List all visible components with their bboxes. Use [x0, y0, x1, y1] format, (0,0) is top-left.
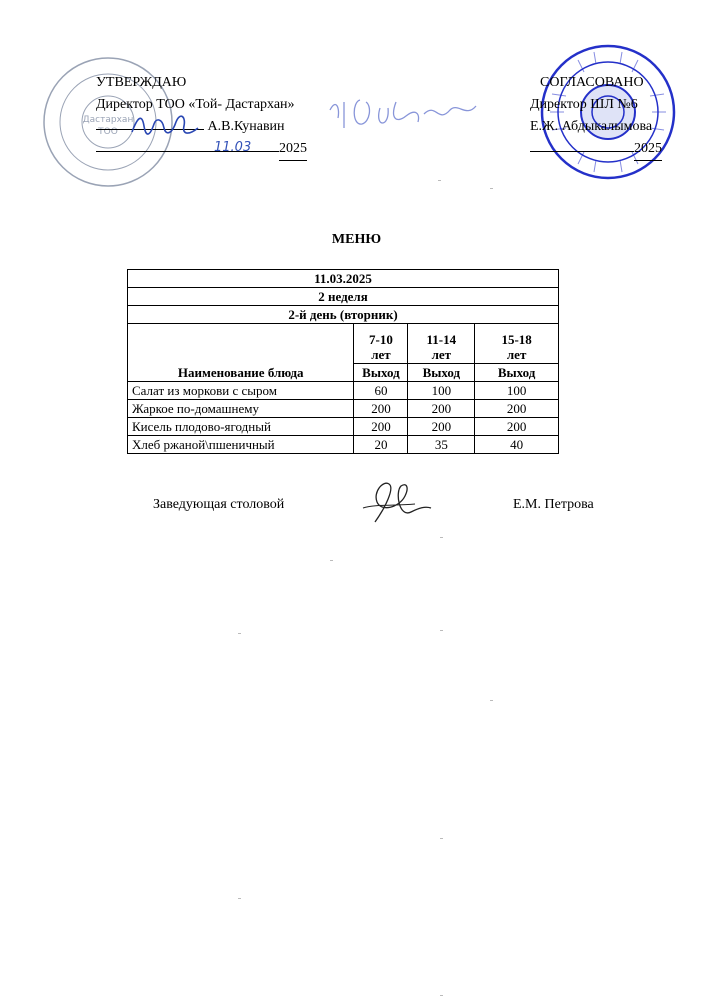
portion-value: 200: [354, 418, 408, 436]
column-header-dish: Наименование блюда: [128, 324, 354, 382]
dish-name: Кисель плодово-ягодный: [128, 418, 354, 436]
table-row: [128, 382, 559, 400]
approval-date-line-right: [530, 138, 680, 161]
scan-speck: [490, 700, 493, 701]
approval-heading-left: УТВЕРЖДАЮ: [96, 75, 187, 90]
approval-block-right: [530, 72, 680, 161]
portion-value: 200: [475, 418, 559, 436]
cafeteria-head-signature: [355, 478, 435, 528]
portion-value: 35: [408, 436, 475, 454]
table-row: [128, 418, 559, 436]
director-signature-left: [128, 106, 208, 146]
table-row: [128, 400, 559, 418]
approval-position-left: Директор ТОО «Той- Дастархан»: [96, 97, 295, 112]
age-group-header: 11-14 лет: [408, 324, 475, 364]
portion-value: 200: [408, 400, 475, 418]
handwritten-mark-top: [326, 88, 486, 138]
age-group-header: 15-18 лет: [475, 324, 559, 364]
portion-value: 200: [475, 400, 559, 418]
scan-speck: [238, 898, 241, 899]
approval-year-right: 2025: [634, 138, 662, 161]
output-header: Выход: [354, 364, 408, 382]
table-row: [128, 436, 559, 454]
scan-speck: [440, 630, 443, 631]
approval-position-right: Директор ШЛ №6: [530, 97, 638, 112]
menu-date: 11.03.2025: [128, 270, 559, 288]
menu-day: 2-й день (вторник): [128, 306, 559, 324]
dish-name: Салат из моркови с сыром: [128, 382, 354, 400]
portion-value: 100: [475, 382, 559, 400]
output-header: Выход: [475, 364, 559, 382]
scan-speck: [440, 838, 443, 839]
menu-title: МЕНЮ: [331, 232, 382, 247]
approval-name-right: Е.Ж. Абдыкалымова: [530, 119, 653, 134]
portion-value: 100: [408, 382, 475, 400]
approval-year-left: 2025: [279, 138, 307, 161]
menu-table: [127, 269, 559, 454]
scan-speck: [330, 560, 333, 561]
handwritten-date: 11.03: [214, 140, 252, 155]
scan-speck: [238, 633, 241, 634]
dish-name: Жаркое по-домашнему: [128, 400, 354, 418]
approval-heading-right: СОГЛАСОВАНО: [540, 75, 644, 90]
portion-value: 20: [354, 436, 408, 454]
age-group-header: 7-10 лет: [354, 324, 408, 364]
output-header: Выход: [408, 364, 475, 382]
footer-position: Заведующая столовой: [153, 497, 285, 512]
portion-value: 40: [475, 436, 559, 454]
portion-value: 60: [354, 382, 408, 400]
scan-speck: [440, 995, 443, 996]
footer-name: Е.М. Петрова: [513, 497, 594, 512]
scan-speck: [440, 537, 443, 538]
dish-name: Хлеб ржаной\пшеничный: [128, 436, 354, 454]
approval-name-left: А.В.Кунавин: [207, 119, 285, 134]
portion-value: 200: [408, 418, 475, 436]
menu-week: 2 неделя: [128, 288, 559, 306]
scan-speck: [490, 188, 493, 189]
portion-value: 200: [354, 400, 408, 418]
stamp-left-text: Дастархан: [82, 115, 134, 125]
scan-speck: [438, 180, 441, 181]
stamp-left-sub: ТОО: [98, 127, 118, 137]
